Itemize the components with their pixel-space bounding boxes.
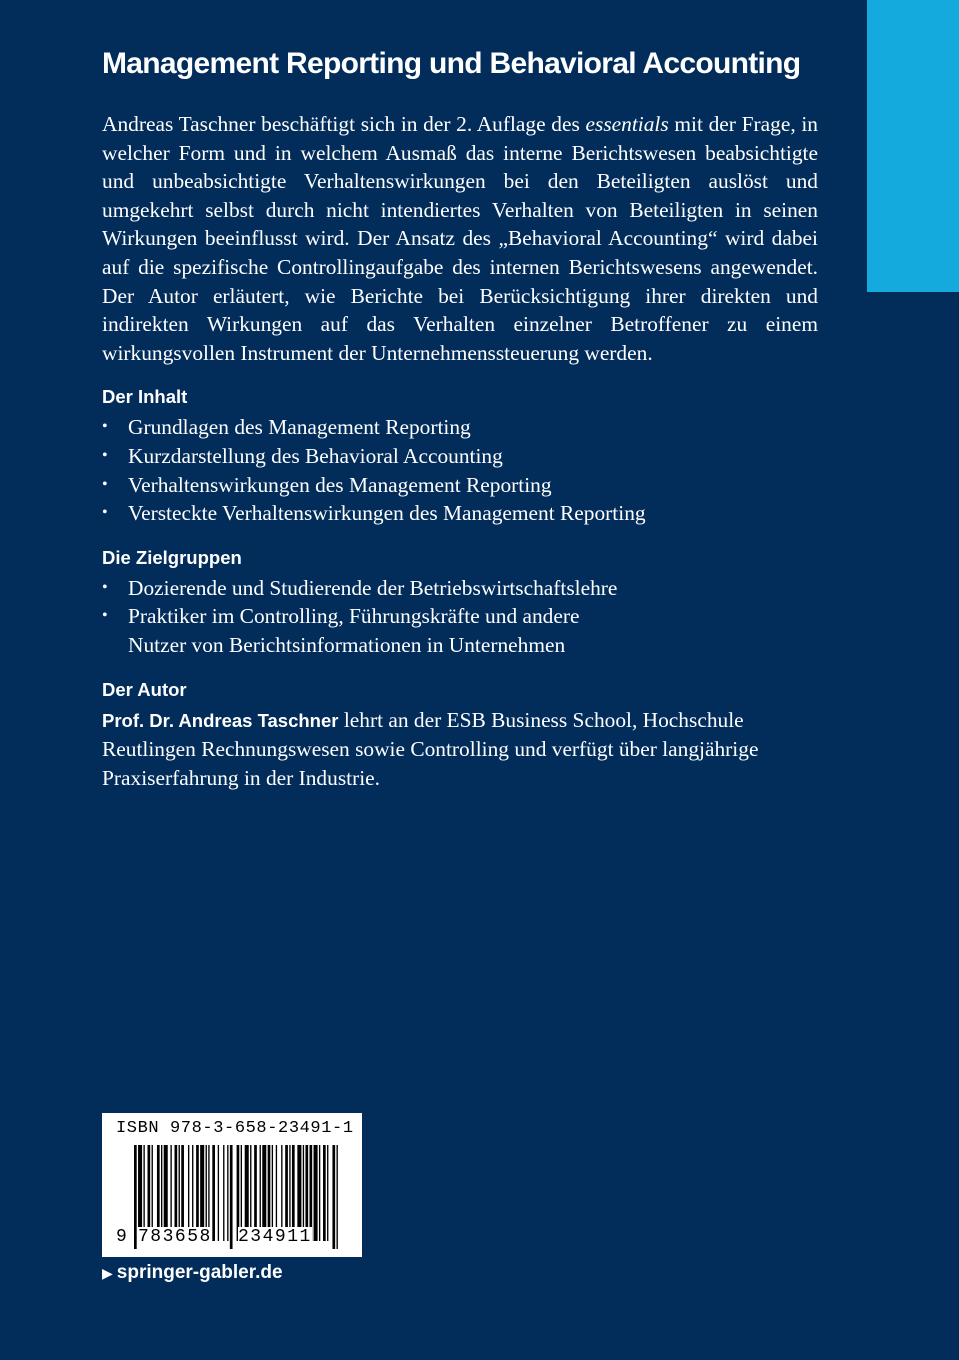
autor-heading: Der Autor <box>102 678 187 700</box>
author-name: Prof. Dr. Andreas Taschner <box>102 709 339 731</box>
list-item: • Verhaltenswirkungen des Management Reporting <box>102 471 818 500</box>
inhalt-heading: Der Inhalt <box>102 386 188 408</box>
barcode-digits-left: 783658 <box>138 1227 212 1247</box>
publisher-website-link[interactable] <box>102 1260 283 1286</box>
play-arrow-icon: ▶ <box>102 1265 113 1281</box>
list-item: • Grundlagen des Management Reporting <box>102 413 818 442</box>
list-item: • Kurzdarstellung des Behavioral Accounting <box>102 442 818 471</box>
book-title: Management Reporting und Behavioral Accounting <box>102 47 801 80</box>
zielgruppen-heading: Die Zielgruppen <box>102 546 242 568</box>
barcode-digits-right: 234911 <box>238 1227 312 1247</box>
list-item: • Versteckte Verhaltenswirkungen des Management Reporting <box>102 499 818 528</box>
isbn-label: ISBN 978-3-658-23491-1 <box>116 1119 354 1138</box>
intro-italic-term: essentials <box>585 112 669 136</box>
intro-text-start: Andreas Taschner beschäftigt sich in der 2. Auflage des <box>102 112 586 136</box>
barcode-digits <box>102 1227 362 1251</box>
intro-paragraph <box>102 110 818 367</box>
isbn-barcode <box>102 1113 362 1257</box>
list-item: • Praktiker im Controlling, Führungskräfte und andere Nutzer von Berichtsinformationen in Unternehmen <box>102 602 622 659</box>
back-cover-text <box>102 110 818 792</box>
list-item: • Dozierende und Studierende der Betriebswirtschaftslehre <box>102 574 688 603</box>
barcode-digit-lead: 9 <box>116 1227 127 1247</box>
author-paragraph <box>102 706 818 793</box>
author-bio: lehrt an der ESB Business School, Hochschule Reutlingen Rechnungswesen sowie Controlling und verfügt über langjährige Praxiserfahrung in der Industrie. <box>102 707 759 790</box>
intro-text-rest: mit der Frage, in welcher Form und in welchem Ausmaß das interne Berichtswesen beabsichtigte und unbeabsichtigte Verhaltenswirkungen bei den Beteiligten auslöst und umgekehrt selbst durch nicht intendiertes Verhalten von Beteiligten in seinen Wirkungen beeinflusst wird. Der Ansatz des „Behavioral Accounting“ wird dabei auf die spezifische Controllingaufgabe des internen Berichtswesens angewendet. Der Autor erläutert, wie Berichte bei Berücksichtigung ihrer direkten und indirekten Wirkungen auf das Verhalten einzelner Betroffener zu einem wirkungsvollen Instrument der Unternehmenssteuerung werden. <box>102 112 818 365</box>
zielgruppen-list <box>102 574 622 660</box>
website-text: springer-gabler.de <box>116 1262 283 1283</box>
inhalt-list <box>102 413 818 527</box>
cover-accent-bar <box>867 0 959 292</box>
